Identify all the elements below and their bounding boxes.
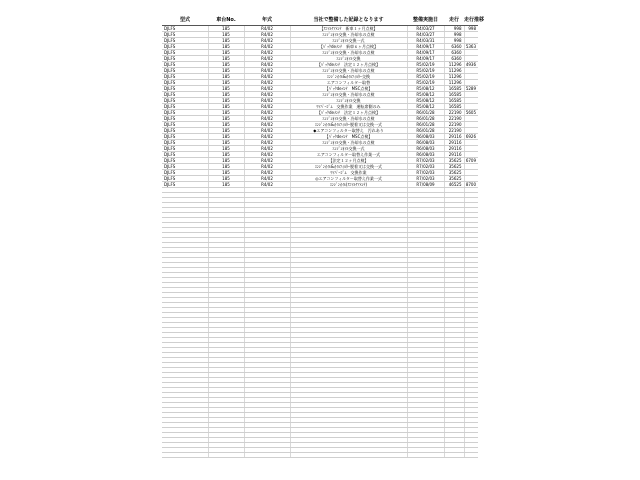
header-body-no: 車台No.	[208, 14, 244, 26]
cell-year: R4/02	[244, 158, 290, 164]
cell-mileage-trend: 4936	[465, 62, 476, 67]
cell-year: R4/02	[244, 140, 290, 146]
cell-mileage: 46525	[444, 182, 464, 188]
cell-service-date: R5/02/19	[407, 80, 444, 86]
empty-cell	[407, 453, 444, 458]
cell-model: DJLFS	[162, 134, 208, 140]
cell-model: DJLFS	[162, 38, 208, 44]
cell-year: R4/02	[244, 110, 290, 116]
cell-service-date: R7/02/03	[407, 170, 444, 176]
cell-model: DJLFS	[162, 26, 208, 32]
cell-service-date: R7/02/03	[407, 158, 444, 164]
cell-model: DJLFS	[162, 68, 208, 74]
cell-body-no: 185	[208, 182, 244, 188]
cell-body-no: 185	[208, 44, 244, 50]
cell-year: R4/02	[244, 68, 290, 74]
cell-service-date: R6/01/28	[407, 128, 444, 134]
cell-year: R4/02	[244, 116, 290, 122]
cell-mileage: 22190	[444, 116, 464, 122]
cell-body-no: 185	[208, 128, 244, 134]
cell-body-no: 185	[208, 26, 244, 32]
cell-year: R4/02	[244, 56, 290, 62]
cell-mileage: 998	[444, 26, 464, 32]
cell-year: R4/02	[244, 170, 290, 176]
cell-model: DJLFS	[162, 56, 208, 62]
cell-body-no: 185	[208, 110, 244, 116]
cell-description: ｴﾝｼﾞﾝｵｲﾙ(ｽﾏｲﾙｹｱﾒﾝﾃ)	[290, 182, 407, 188]
cell-description: ｴﾝｼﾞﾝｵｲﾙ&ｵｲﾙﾌｨﾙﾀｰ脱着又は交換一式	[290, 122, 407, 128]
cell-body-no: 185	[208, 80, 244, 86]
cell-mileage: 11296	[444, 80, 464, 86]
cell-body-no: 185	[208, 68, 244, 74]
cell-model: DJLFS	[162, 110, 208, 116]
cell-mileage: 16585	[444, 86, 464, 92]
empty-cell	[444, 453, 464, 458]
cell-mileage: 11296	[444, 62, 464, 68]
header-mileage-trend: 走行推移	[464, 14, 478, 26]
cell-body-no: 185	[208, 164, 244, 170]
cell-model: DJLFS	[162, 170, 208, 176]
cell-description: ｴﾝｼﾞﾝｵｲﾙ交換・冷却水の点検	[290, 50, 407, 56]
header-model: 型式	[162, 14, 208, 26]
empty-cell	[208, 453, 244, 458]
cell-mileage: 35625	[444, 158, 464, 164]
cell-service-date: R4/09/17	[407, 44, 444, 50]
cell-model: DJLFS	[162, 146, 208, 152]
cell-description: 【ﾊﾟｯｸdeﾒﾝﾃ 法定１２ヶ月点検】	[290, 62, 407, 68]
cell-body-no: 185	[208, 140, 244, 146]
maintenance-table	[162, 14, 485, 458]
cell-description: ◎エアコンフィルター取替え作業一式	[290, 176, 407, 182]
cell-description: エアコンフィルター取替	[290, 80, 407, 86]
empty-cell	[244, 453, 290, 458]
cell-year: R4/02	[244, 38, 290, 44]
cell-description: 【ﾊﾟｯｸdeﾒﾝﾃ 法定１２ヶ月点検】	[290, 110, 407, 116]
cell-mileage: 35625	[444, 164, 464, 170]
cell-body-no: 185	[208, 170, 244, 176]
cell-mileage: 35625	[444, 170, 464, 176]
cell-year: R4/02	[244, 62, 290, 68]
cell-service-date: R6/01/28	[407, 116, 444, 122]
cell-service-date: R5/08/12	[407, 92, 444, 98]
cell-body-no: 185	[208, 74, 244, 80]
cell-body-no: 185	[208, 104, 244, 110]
cell-body-no: 185	[208, 32, 244, 38]
empty-cell	[162, 453, 208, 458]
cell-description: ｴﾝｼﾞﾝｵｲﾙ交換・冷却水の点検	[290, 116, 407, 122]
cell-year: R4/02	[244, 122, 290, 128]
cell-description: 【ﾊﾟｯｸdeﾒﾝﾃ MSC点検】	[290, 86, 407, 92]
cell-description: 【ﾊﾟｯｸdeﾒﾝﾃ MSC点検】	[290, 134, 407, 140]
cell-year: R4/02	[244, 146, 290, 152]
empty-cell	[290, 453, 407, 458]
cell-mileage: 6360	[444, 56, 464, 62]
cell-year: R4/02	[244, 104, 290, 110]
cell-service-date: R4/03/31	[407, 38, 444, 44]
cell-mileage: 998	[444, 38, 464, 44]
cell-year: R4/02	[244, 92, 290, 98]
cell-service-date: R5/02/19	[407, 62, 444, 68]
cell-model: DJLFS	[162, 128, 208, 134]
empty-row	[162, 453, 478, 458]
cell-body-no: 185	[208, 38, 244, 44]
cell-mileage: 16585	[444, 92, 464, 98]
cell-mileage: 11296	[444, 74, 464, 80]
cell-body-no: 185	[208, 92, 244, 98]
cell-model: DJLFS	[162, 176, 208, 182]
cell-service-date: R5/08/12	[407, 86, 444, 92]
cell-body-no: 185	[208, 116, 244, 122]
cell-model: DJLFS	[162, 92, 208, 98]
cell-mileage-trend: 5363	[465, 44, 476, 49]
cell-description: ﾜｲﾊﾟｰｺﾞﾑ 交換作業	[290, 170, 407, 176]
cell-description: 【ｽﾏｲﾙｹｱﾒﾝﾃ 新車１ヶ月点検】	[290, 26, 407, 32]
cell-model: DJLFS	[162, 104, 208, 110]
cell-service-date: R7/02/03	[407, 176, 444, 182]
cell-mileage: 35625	[444, 176, 464, 182]
cell-mileage: 29116	[444, 134, 464, 140]
empty-cell	[464, 453, 478, 458]
cell-year: R4/02	[244, 134, 290, 140]
cell-description: ｴﾝｼﾞﾝｵｲﾙ交換・冷却水の点検	[290, 140, 407, 146]
cell-year: R4/02	[244, 182, 290, 188]
cell-body-no: 185	[208, 62, 244, 68]
header-mileage: 走行	[444, 14, 464, 26]
cell-year: R4/02	[244, 152, 290, 158]
cell-service-date: R6/08/03	[407, 134, 444, 140]
cell-service-date: R4/09/17	[407, 56, 444, 62]
cell-model: DJLFS	[162, 140, 208, 146]
cell-model: DJLFS	[162, 80, 208, 86]
cell-service-date: R7/08/09	[407, 182, 444, 188]
cell-service-date: R5/08/12	[407, 98, 444, 104]
cell-mileage: 6360	[444, 50, 464, 56]
cell-year: R4/02	[244, 128, 290, 134]
cell-year: R4/02	[244, 44, 290, 50]
cell-year: R4/02	[244, 32, 290, 38]
cell-service-date: R6/01/28	[407, 110, 444, 116]
cell-description: 【ﾊﾟｯｸdeﾒﾝﾃ 新車６ヶ月点検】	[290, 44, 407, 50]
cell-year: R4/02	[244, 26, 290, 32]
cell-body-no: 185	[208, 98, 244, 104]
cell-body-no: 185	[208, 122, 244, 128]
cell-description: ｴﾝｼﾞﾝｵｲﾙ交換・冷却水の点検	[290, 92, 407, 98]
cell-mileage: 16585	[444, 104, 464, 110]
cell-mileage-trend: 6926	[465, 134, 476, 139]
cell-body-no: 185	[208, 146, 244, 152]
cell-model: DJLFS	[162, 164, 208, 170]
cell-description: 【法定１２ヶ月点検】	[290, 158, 407, 164]
cell-mileage: 11296	[444, 68, 464, 74]
cell-model: DJLFS	[162, 50, 208, 56]
cell-service-date: R7/02/03	[407, 164, 444, 170]
cell-body-no: 185	[208, 152, 244, 158]
cell-mileage-trend: 5605	[465, 110, 476, 115]
cell-description: ｴﾝｼﾞﾝｵｲﾙ交換・冷却水の点検	[290, 32, 407, 38]
cell-model: DJLFS	[162, 116, 208, 122]
cell-year: R4/02	[244, 176, 290, 182]
cell-service-date: R5/02/19	[407, 74, 444, 80]
cell-mileage: 998	[444, 32, 464, 38]
maintenance-record-sheet	[162, 14, 485, 458]
cell-year: R4/02	[244, 50, 290, 56]
cell-body-no: 185	[208, 50, 244, 56]
cell-model: DJLFS	[162, 122, 208, 128]
cell-year: R4/02	[244, 164, 290, 170]
cell-model: DJLFS	[162, 98, 208, 104]
cell-service-date: R6/08/03	[407, 146, 444, 152]
cell-body-no: 185	[208, 134, 244, 140]
header-year: 年式	[244, 14, 290, 26]
cell-description: ｴﾝｼﾞﾝｵｲﾙ交換一式	[290, 146, 407, 152]
cell-mileage-trend: 8700	[465, 182, 476, 187]
cell-description: ｴﾝｼﾞﾝｵｲﾙ&ｵｲﾙﾌｨﾙﾀｰ脱着又は交換一式	[290, 164, 407, 170]
cell-service-date: R6/01/28	[407, 122, 444, 128]
cell-body-no: 185	[208, 56, 244, 62]
cell-service-date: R4/03/27	[407, 32, 444, 38]
cell-body-no: 185	[208, 86, 244, 92]
cell-model: DJLFS	[162, 152, 208, 158]
cell-mileage-trend: 998	[464, 26, 478, 32]
cell-description: ｴﾝｼﾞﾝｵｲﾙ交換一式	[290, 38, 407, 44]
cell-mileage: 29116	[444, 140, 464, 146]
cell-model: DJLFS	[162, 182, 208, 188]
cell-body-no: 185	[208, 176, 244, 182]
cell-model: DJLFS	[162, 62, 208, 68]
cell-model: DJLFS	[162, 44, 208, 50]
header-row	[162, 14, 478, 26]
cell-mileage: 29116	[444, 152, 464, 158]
cell-description: ﾜｲﾊﾟｰｺﾞﾑ 交換作業 運転席側のみ	[290, 104, 407, 110]
cell-model: DJLFS	[162, 74, 208, 80]
cell-description: ◆エアコンフィルター取替え 汚れあり	[290, 128, 407, 134]
cell-mileage: 29116	[444, 146, 464, 152]
cell-mileage: 22190	[444, 128, 464, 134]
header-service-date: 整備実施日	[407, 14, 444, 26]
cell-service-date: R6/08/03	[407, 152, 444, 158]
cell-mileage-trend: 6709	[465, 158, 476, 163]
cell-service-date: R5/02/19	[407, 68, 444, 74]
cell-service-date: R4/03/27	[407, 26, 444, 32]
cell-mileage: 6360	[444, 44, 464, 50]
cell-description: ｴﾝｼﾞﾝｵｲﾙ交換・冷却水の点検	[290, 68, 407, 74]
cell-year: R4/02	[244, 86, 290, 92]
cell-model: DJLFS	[162, 32, 208, 38]
cell-service-date: R4/09/17	[407, 50, 444, 56]
cell-service-date: R6/08/03	[407, 140, 444, 146]
cell-year: R4/02	[244, 80, 290, 86]
cell-description: エアコンフィルター取替え作業一式	[290, 152, 407, 158]
cell-description: ｴﾝｼﾞﾝｵｲﾙ&ｵｲﾙﾌｨﾙﾀｰ交換	[290, 74, 407, 80]
cell-description: ｴﾝｼﾞﾝｵｲﾙ交換	[290, 56, 407, 62]
cell-mileage: 22190	[444, 110, 464, 116]
cell-description: ｴﾝｼﾞﾝｵｲﾙ交換	[290, 98, 407, 104]
cell-mileage: 22190	[444, 122, 464, 128]
cell-mileage: 16585	[444, 98, 464, 104]
cell-model: DJLFS	[162, 86, 208, 92]
cell-year: R4/02	[244, 98, 290, 104]
cell-mileage-trend: 5289	[465, 86, 476, 91]
cell-year: R4/02	[244, 74, 290, 80]
cell-model: DJLFS	[162, 158, 208, 164]
cell-service-date: R5/08/12	[407, 104, 444, 110]
cell-body-no: 185	[208, 158, 244, 164]
header-description: 当社で整備した記録となります	[290, 14, 407, 26]
